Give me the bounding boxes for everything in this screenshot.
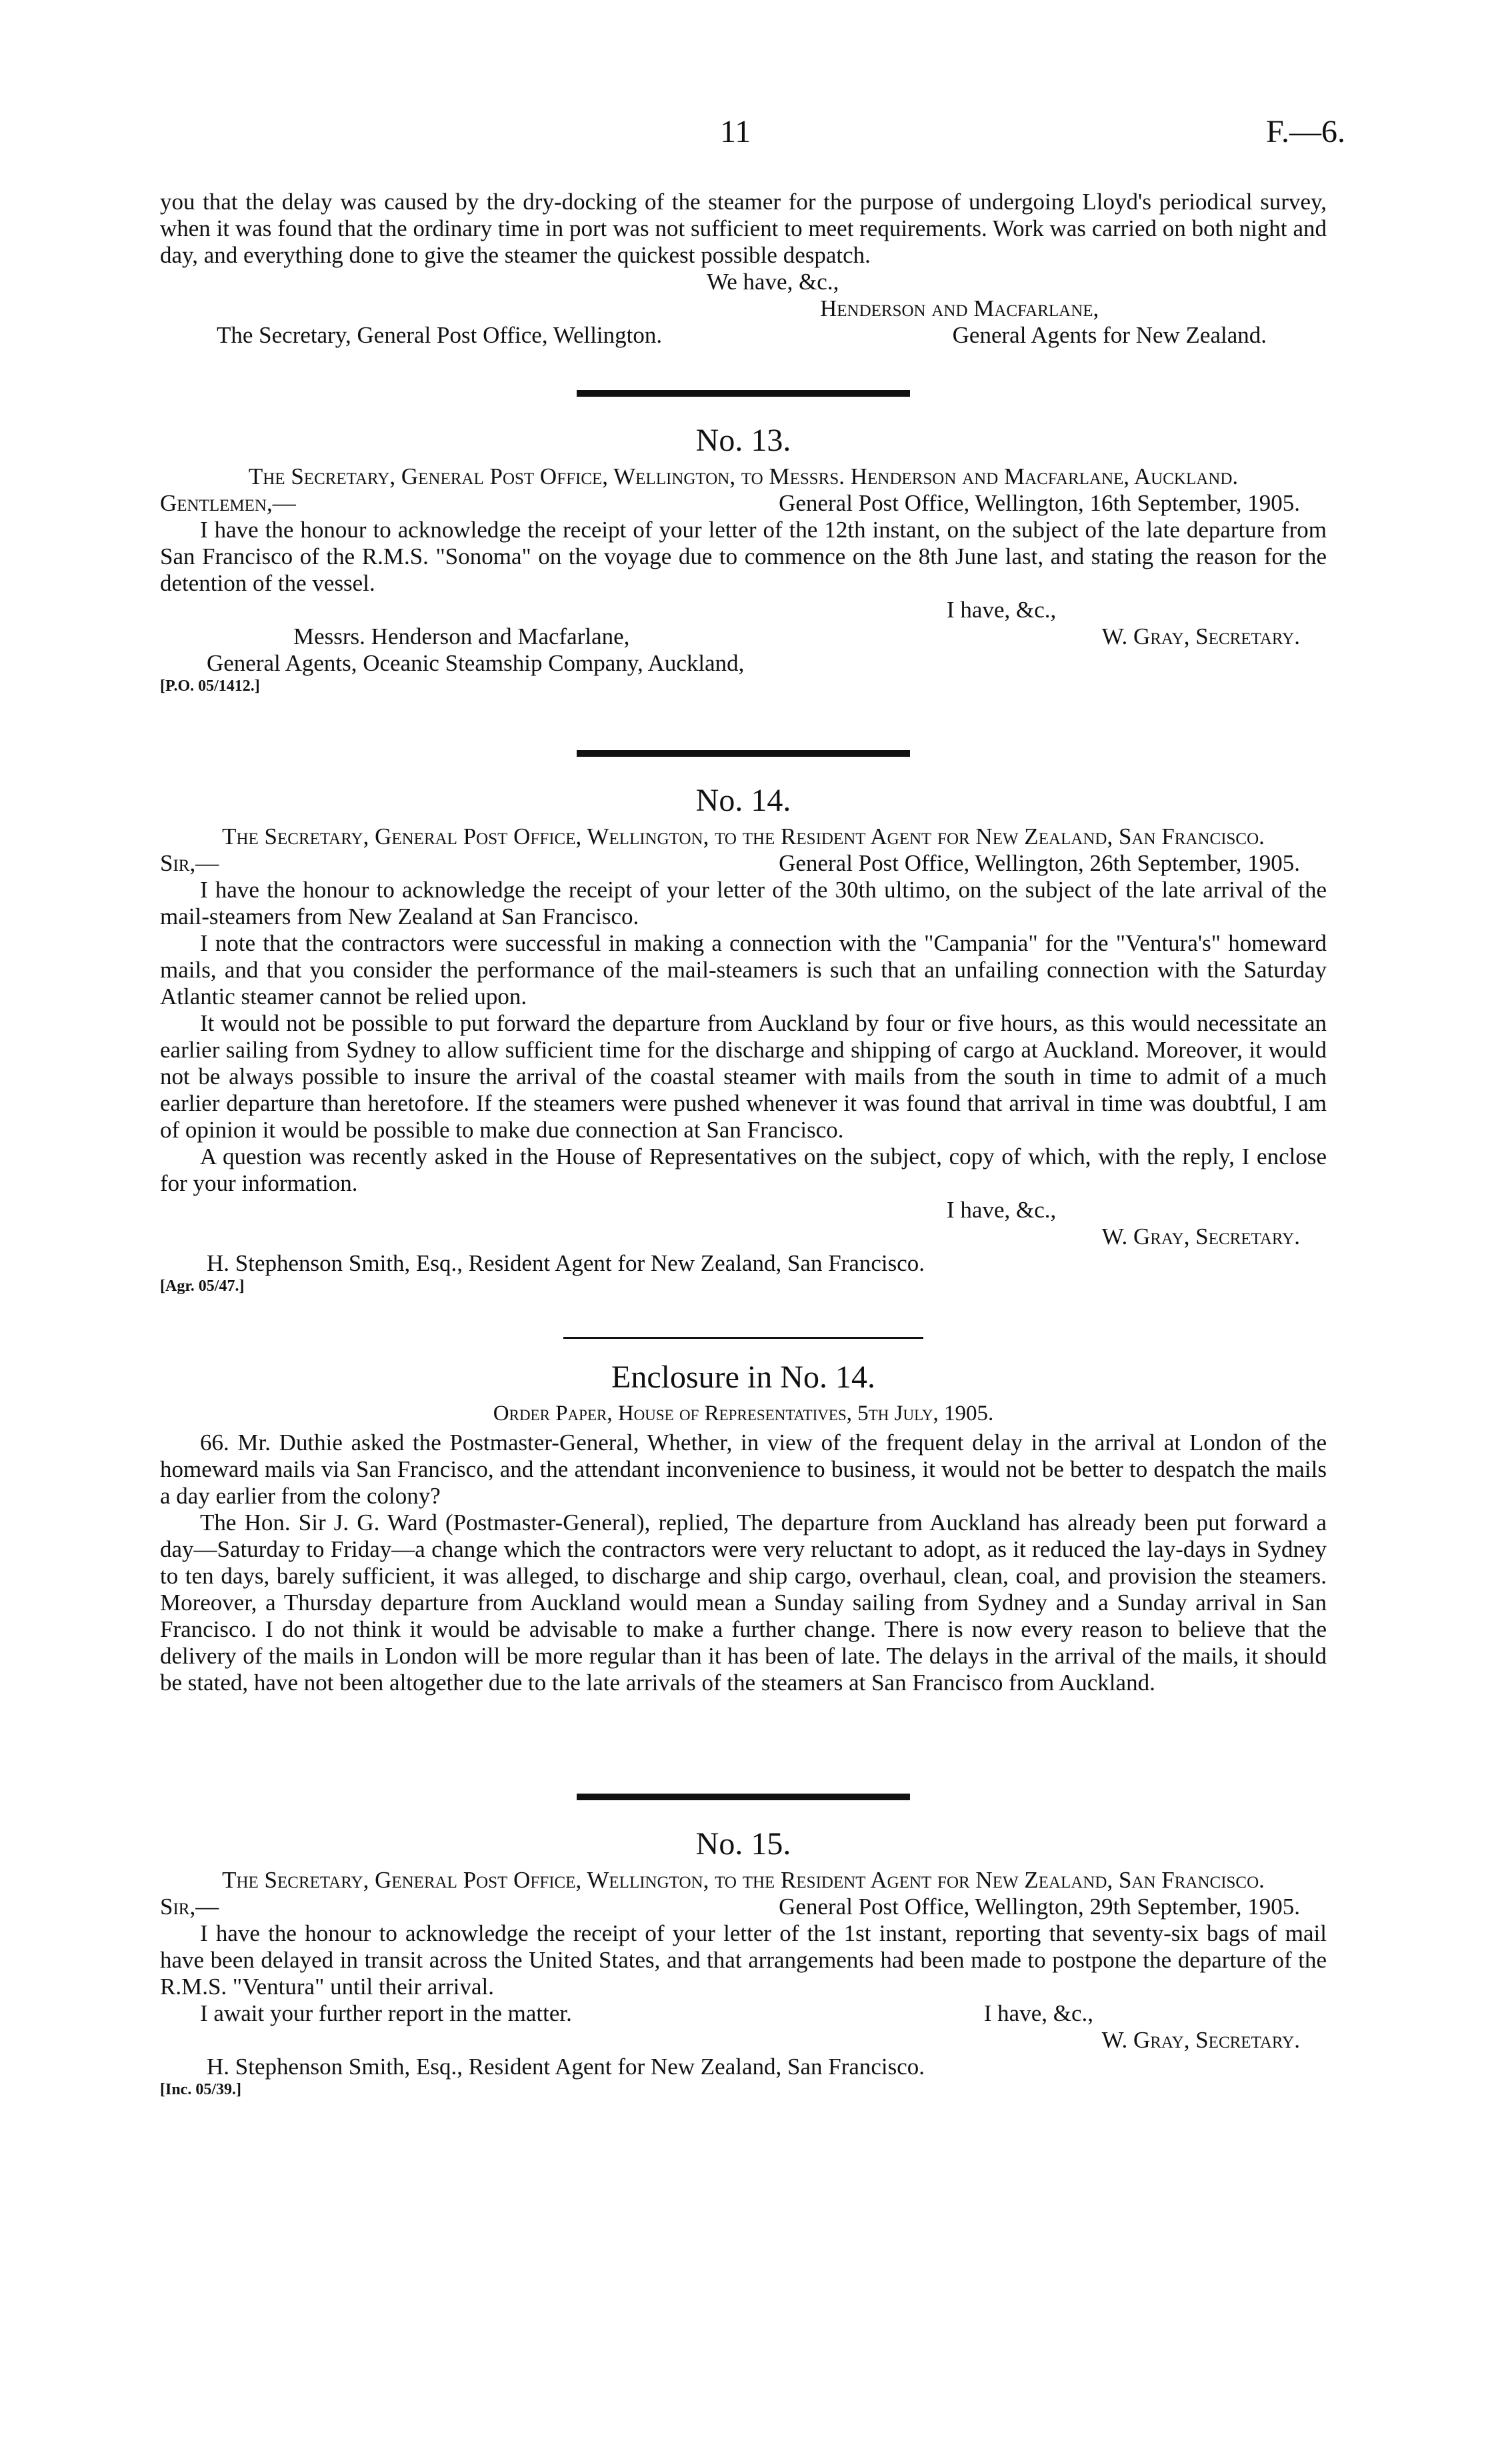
letter-15-route: The Secretary, General Post Office, Wellington, to the Resident Agent for New Zealand, San Francisco. (222, 1867, 1265, 1893)
opening-signatory: Henderson and Macfarlane, (820, 295, 1099, 321)
page-number: 11 (720, 114, 751, 149)
letter-13-paragraph: I have the honour to acknowledge the receipt of your letter of the 12th instant, on the subject of the late departure from San Francisco of the R.M.S. "Sonoma" on the voyage due to commence on the 8th June last, and stating the reason for the detention of the vessel. (160, 517, 1327, 596)
letter-15-await: I await your further report in the matter. (200, 2000, 572, 2026)
letter-14-title: No. 14. (695, 783, 791, 818)
letter-13-closing: I have, &c., (947, 597, 1057, 623)
letter-15-signature: W. Gray, Secretary. (1101, 2027, 1300, 2053)
enclosure-title: Enclosure in No. 14. (611, 1360, 875, 1395)
letter-14-paragraph-4: A question was recently asked in the House of Representatives on the subject, copy of which, with the reply, I enclose for your information. (160, 1143, 1327, 1196)
enclosure-no-14 (160, 1337, 1327, 1696)
section-divider (563, 1337, 923, 1339)
opening-paragraph: you that the delay was caused by the dry-docking of the steamer for the purpose of undergoing Lloyd's periodical survey, when it was found that the ordinary time in port was not sufficient to meet requirements. Work was carried on both night and day, and everything done to give the steamer the quickest possible despatch. (160, 189, 1327, 268)
letter-13-signature: W. Gray, Secretary. (1101, 623, 1300, 649)
letter-14-signature: W. Gray, Secretary. (1101, 1223, 1300, 1250)
letter-14-paragraph-2: I note that the contractors were successful in making a connection with the "Campania" for the "Ventura's" homeward mails, and that you consider the performance of the mail-steamers is such that an unfailing connection with the Saturday Atlantic steamer cannot be relied upon. (160, 930, 1327, 1009)
letter-15-paragraph: I have the honour to acknowledge the receipt of your letter of the 1st instant, reporting that seventy-six bags of mail have been delayed in transit across the United States, and that arrangements had been made to postpone the departure of the R.M.S. "Ventura" until their arrival. (160, 1920, 1327, 2000)
letter-15-salutation: Sir,— (160, 1894, 219, 1920)
opening-addressee: The Secretary, General Post Office, Wellington. (217, 322, 663, 348)
letter-14-route: The Secretary, General Post Office, Wellington, to the Resident Agent for New Zealand, San Francisco. (222, 823, 1265, 849)
section-divider (577, 750, 910, 757)
letter-13-salutation: Gentlemen,— (160, 490, 296, 516)
letter-14-closing: I have, &c., (947, 1197, 1057, 1223)
enclosure-reply: The Hon. Sir J. G. Ward (Postmaster-General), replied, The departure from Auckland has already been put forward a day—Saturday to Friday—a change which the contractors were very reluctant to adopt, as it reduced the lay-days in Sydney to ten days, barely sufficient, it was alleged, to discharge and ship cargo, overhaul, clean, coal, and provision the steamers. Moreover, a Thursday departure from Auckland would mean a Sunday sailing from Sydney and a Sunday arrival in San Francisco. I do not think it would be advisable to make a further change. There is now every reason to believe that the delivery of the mails in London will be more regular than it has been of late. The delays in the arrival of the mails, it should be stated, have not been altogether due to the late arrivals of the steamers at San Francisco from Auckland. (160, 1510, 1327, 1696)
opening-signatory-title: General Agents for New Zealand. (952, 322, 1267, 348)
document-reference: F.—6. (1266, 114, 1345, 149)
section-divider (577, 1794, 910, 1800)
letter-no-14 (160, 750, 1327, 1296)
section-divider (577, 390, 910, 397)
letter-15-title: No. 15. (695, 1826, 791, 1862)
letter-14-paragraph-1: I have the honour to acknowledge the receipt of your letter of the 30th ultimo, on the subject of the late arrival of the mail-steamers from New Zealand at San Francisco. (160, 877, 1327, 929)
opening-closing: We have, &c., (707, 269, 839, 295)
letter-15-addressee: H. Stephenson Smith, Esq., Resident Agent for New Zealand, San Francisco. (207, 2054, 925, 2080)
letter-13-addressee-2: General Agents, Oceanic Steamship Company, Auckland, (207, 650, 745, 676)
letter-14-file-ref: [Agr. 05/47.] (160, 1278, 245, 1295)
opening-letter (160, 189, 1327, 349)
letter-13-file-ref: [P.O. 05/1412.] (160, 677, 260, 695)
letter-15-file-ref: [Inc. 05/39.] (160, 2081, 241, 2098)
letter-14-dateline: General Post Office, Wellington, 26th September, 1905. (779, 850, 1300, 876)
letter-15-dateline: General Post Office, Wellington, 29th September, 1905. (779, 1894, 1300, 1920)
letter-14-salutation: Sir,— (160, 850, 219, 876)
letter-15-closing: I have, &c., (983, 2000, 1093, 2026)
letter-14-addressee: H. Stephenson Smith, Esq., Resident Agent for New Zealand, San Francisco. (207, 1250, 925, 1276)
letter-no-13 (160, 390, 1327, 695)
letter-13-dateline: General Post Office, Wellington, 16th September, 1905. (779, 490, 1300, 516)
enclosure-question: 66. Mr. Duthie asked the Postmaster-General, Whether, in view of the frequent delay in the arrival at London of the homeward mails via San Francisco, and the attendant inconvenience to business, it would not be better to despatch the mails a day earlier from the colony? (160, 1430, 1327, 1509)
letter-13-addressee-1: Messrs. Henderson and Macfarlane, (293, 623, 630, 649)
letter-no-15 (160, 1794, 1327, 2099)
letter-14-paragraph-3: It would not be possible to put forward the departure from Auckland by four or five hours, as this would necessitate an earlier sailing from Sydney to allow sufficient time for the discharge and shipping of cargo at Auckland. Moreover, it would not be always possible to insure the arrival of the coastal steamer with mails from the south in time to admit of a much earlier departure than heretofore. If the steamers were pushed whenever it was found that arrival in time was doubtful, I am of opinion it would be possible to make due connection at San Francisco. (160, 1010, 1327, 1143)
letter-13-title: No. 13. (695, 423, 791, 458)
enclosure-subtitle: Order Paper, House of Representatives, 5th July, 1905. (493, 1402, 994, 1426)
letter-13-route: The Secretary, General Post Office, Wellington, to Messrs. Henderson and Macfarlane, Auckland. (248, 463, 1239, 489)
